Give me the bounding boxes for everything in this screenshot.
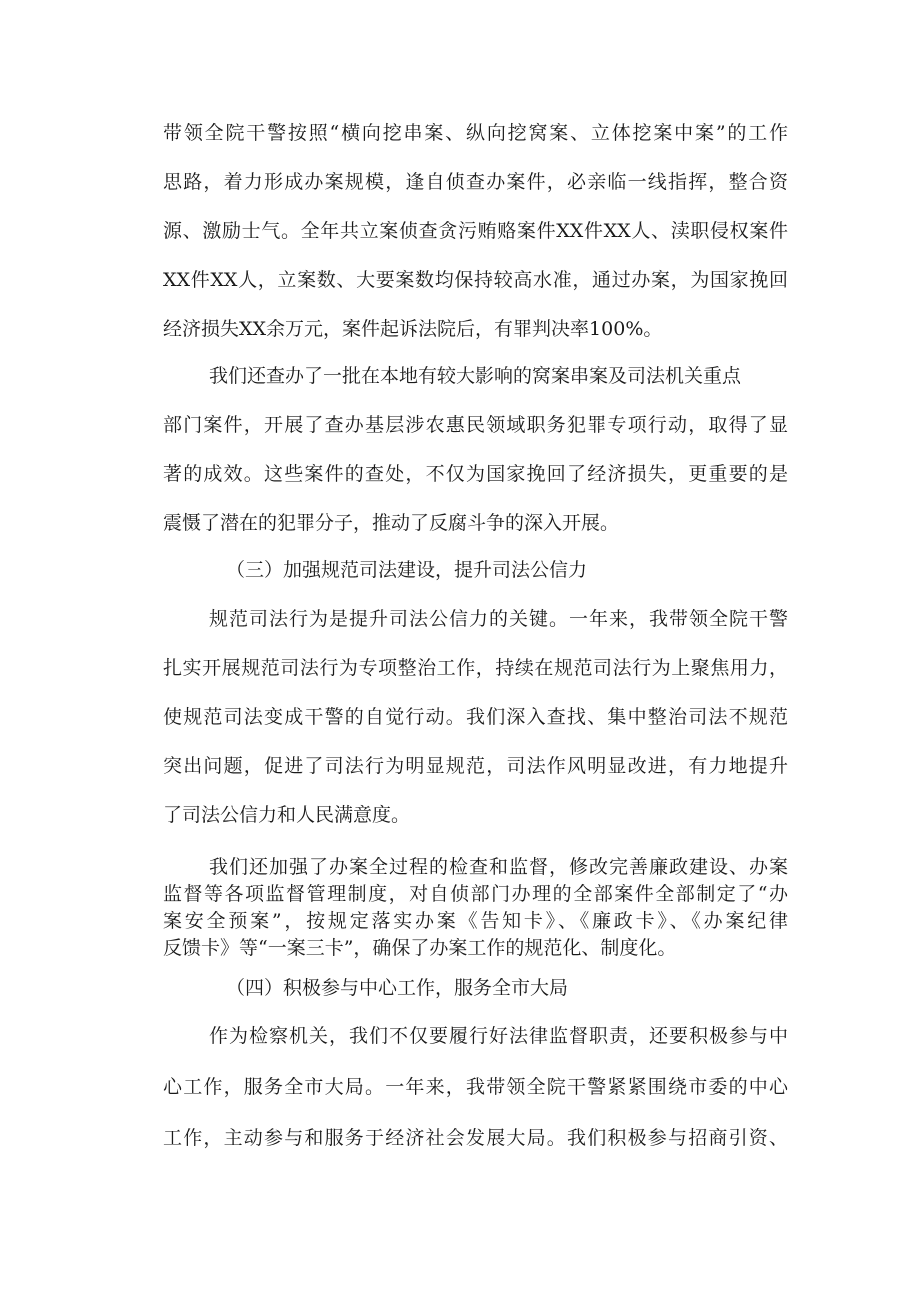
text-line: 突出问题，促进了司法行为明显规范，司法作风明显改进，有力地提升 — [163, 755, 788, 777]
text-line: 使规范司法变成干警的自觉行动。我们深入查找、集中整治司法不规范 — [163, 706, 788, 728]
text-line: 工作，主动参与和服务于经济社会发展大局。我们积极参与招商引资、 — [163, 1127, 788, 1149]
text-line: 震慑了潜在的犯罪分子，推动了反腐斗争的深入开展。 — [163, 512, 620, 534]
text-line: 经济损失XX余万元，案件起诉法院后，有罪判决率100%。 — [163, 318, 663, 340]
text-line: 源、激励士气。全年共立案侦查贪污贿赂案件XX件XX人、渎职侵权案件 — [163, 220, 788, 242]
section-heading: （三）加强规范司法建设，提升司法公信力 — [226, 559, 588, 581]
text-line: 监督等各项监督管理制度，对自侦部门办理的全部案件全部制定了“办 — [163, 883, 788, 905]
text-line: 我们还加强了办案全过程的检查和监督，修改完善廉政建设、办案 — [209, 856, 788, 878]
text-line: 扎实开展规范司法行为专项整治工作，持续在规范司法行为上聚焦用力， — [163, 657, 788, 679]
section-heading: （四）积极参与中心工作，服务全市大局 — [226, 977, 569, 999]
text-line: 了司法公信力和人民满意度。 — [163, 804, 411, 826]
text-line: 心工作，服务全市大局。一年来，我带领全院干警紧紧围绕市委的中心 — [163, 1076, 788, 1098]
text-line: 部门案件，开展了查办基层涉农惠民领域职务犯罪专项行动，取得了显 — [163, 414, 788, 436]
text-line: 作为检察机关，我们不仅要履行好法律监督职责，还要积极参与中 — [209, 1025, 788, 1047]
text-line: 规范司法行为是提升司法公信力的关键。一年来，我带领全院干警 — [209, 608, 788, 630]
text-line: 案安全预案”，按规定落实办案《告知卡》、《廉政卡》、《办案纪律 — [163, 910, 788, 932]
text-line: 带领全院干警按照“横向挖串案、纵向挖窝案、立体挖案中案”的工作 — [163, 122, 788, 144]
text-line: XX件XX人，立案数、大要案数均保持较高水准，通过办案，为国家挽回 — [163, 269, 788, 291]
text-line: 反馈卡》等“一案三卡”，确保了办案工作的规范化、制度化。 — [163, 937, 677, 959]
text-line: 著的成效。这些案件的查处，不仅为国家挽回了经济损失，更重要的是 — [163, 463, 788, 485]
text-line: 我们还查办了一批在本地有较大影响的窝案串案及司法机关重点 — [209, 365, 742, 387]
text-line: 思路，着力形成办案规模，逢自侦查办案件，必亲临一线指挥，整合资 — [163, 171, 788, 193]
